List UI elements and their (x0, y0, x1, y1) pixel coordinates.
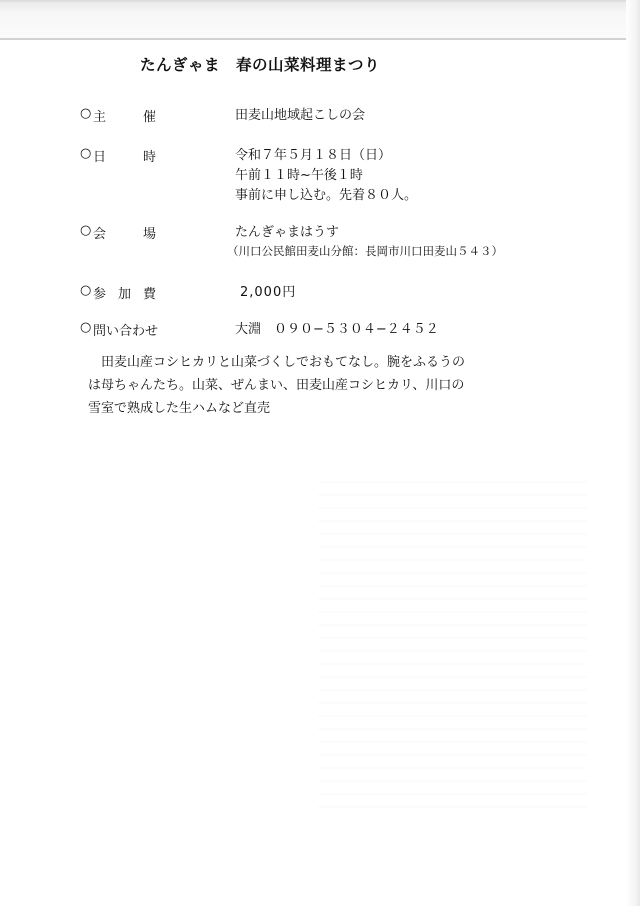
value-line: 2,000円 (240, 285, 297, 300)
value-line: 午前１１時~午後１時 (235, 168, 363, 183)
description-line: 雪室で熟成した生ハムなど直売 (88, 401, 271, 416)
info-value-organizer (235, 106, 365, 126)
info-value-fee (240, 283, 296, 303)
value-line: 事前に申し込む。先着８０人。 (235, 188, 418, 203)
label-char: 参 (93, 287, 107, 302)
label-marker: ○ (80, 223, 92, 238)
label-char: 会 (93, 227, 107, 242)
label-char: 日 (93, 150, 107, 165)
scan-edge-line (0, 38, 640, 40)
info-value-datetime (235, 146, 417, 206)
description-line: 田麦山産コシヒカリと山菜づくしでおもてなし。腕をふるうの (101, 355, 466, 370)
info-value-venue (235, 223, 339, 243)
value-line: 田麦山地域起こしの会 (235, 108, 366, 123)
venue-address: （川口公民館田麦山分館：長岡市川口田麦山５４３） (227, 244, 503, 258)
label-char: 場 (143, 227, 157, 242)
value-line: たんぎゃまはうす (235, 225, 340, 240)
value-line: 令和７年５月１８日（日） (235, 148, 392, 163)
label-char: 問い合わせ (93, 324, 159, 339)
label-marker: ○ (80, 106, 92, 121)
value-line: 大淵 ０９０−５３０４−２４５２ (235, 322, 439, 337)
scan-right-edge (626, 0, 640, 906)
label-marker: ○ (80, 146, 92, 161)
scan-top-edge (0, 0, 640, 40)
bleed-through-area (318, 470, 588, 815)
event-description (88, 351, 488, 420)
description-line: は母ちゃんたち。山菜、ぜんまい、田麦山産コシヒカリ、川口の (88, 378, 465, 393)
label-char: 時 (143, 150, 157, 165)
label-char: 催 (143, 110, 157, 125)
label-char: 加 (118, 287, 132, 302)
label-marker: ○ (80, 320, 92, 335)
info-value-contact (235, 320, 439, 340)
label-char: 費 (143, 287, 157, 302)
label-marker: ○ (80, 283, 92, 298)
page-title: たんぎゃま 春の山菜料理まつり (140, 56, 381, 74)
label-char: 主 (93, 110, 107, 125)
